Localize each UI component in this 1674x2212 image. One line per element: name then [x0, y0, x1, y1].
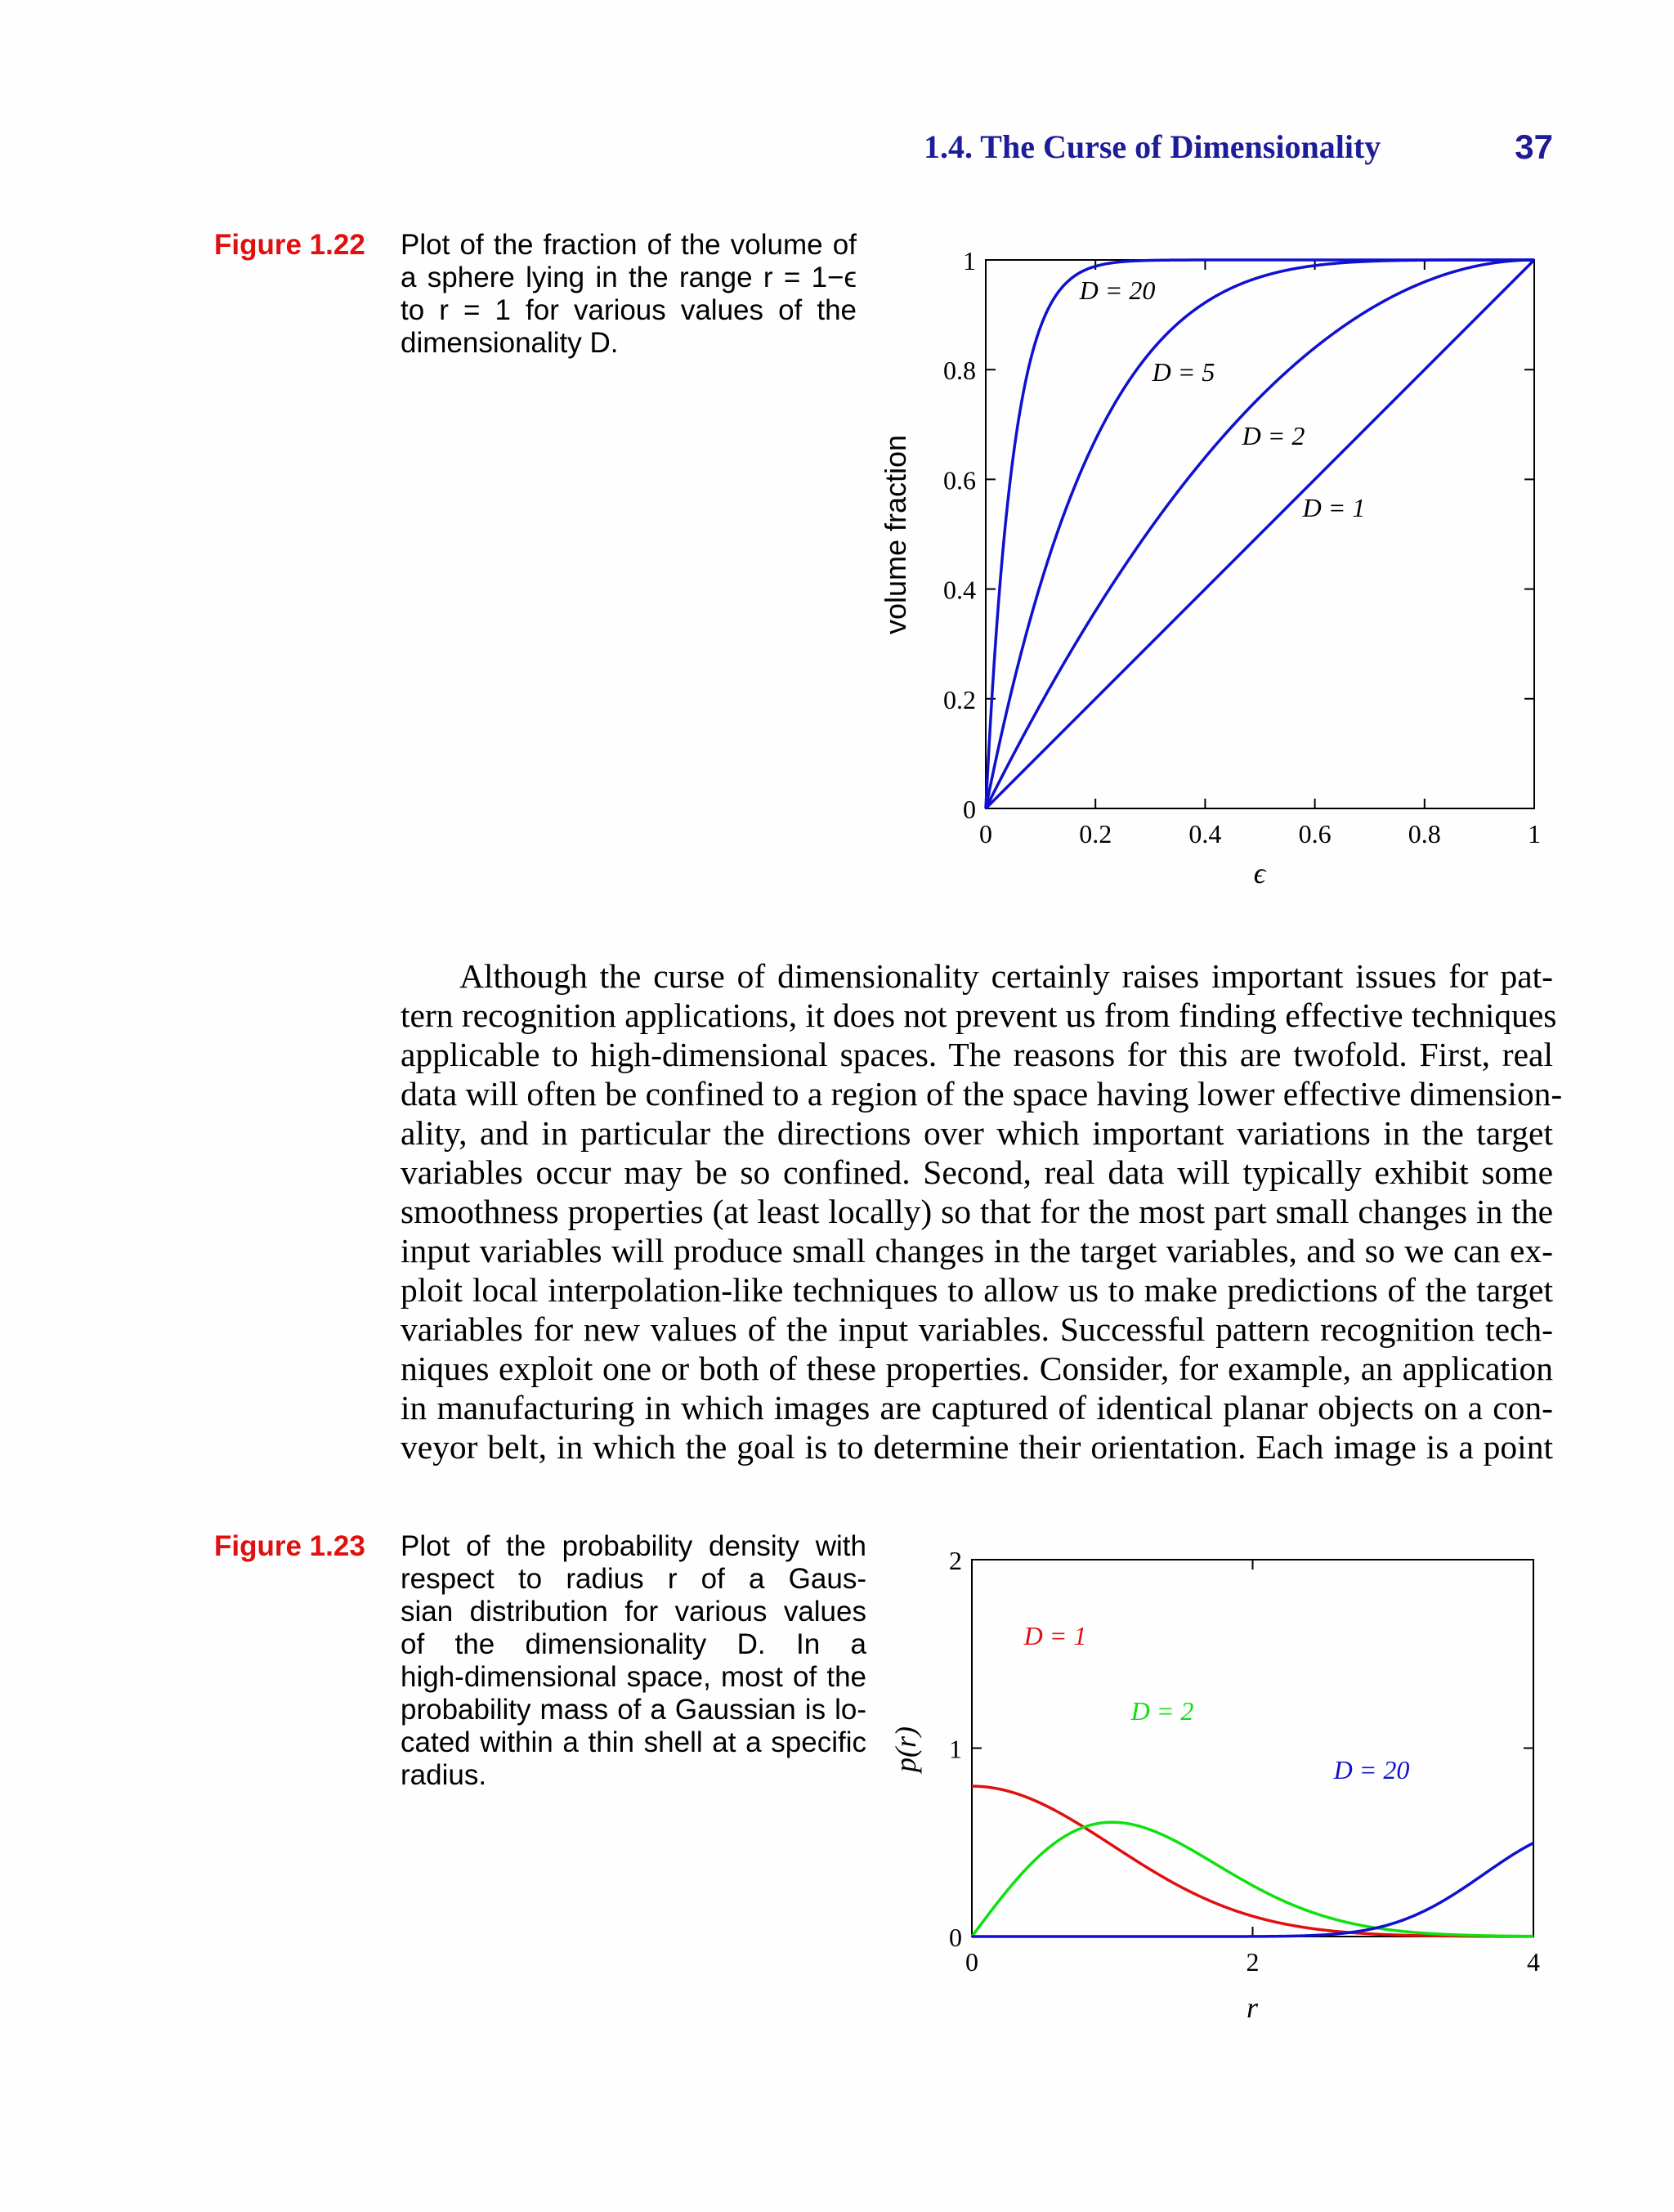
- caption-line: a sphere lying in the range r = 1−ϵ: [401, 262, 857, 293]
- caption-line: dimensionality D.: [401, 327, 619, 359]
- body-line: applicable to high-dimensional spaces. The reasons for this are twofold. First, real: [401, 1036, 1553, 1073]
- body-line: in manufacturing in which images are captured of identical planar objects on a con-: [401, 1389, 1553, 1426]
- x-tick-label: 0: [979, 819, 992, 849]
- y-tick-label: 0.8: [943, 356, 976, 386]
- x-tick-label: 2: [1246, 1947, 1260, 1977]
- series-label: D = 1: [1302, 493, 1366, 522]
- body-line: data will often be confined to a region of the space having lower effective dimension-: [401, 1075, 1563, 1113]
- x-tick-label: 0.2: [1079, 819, 1112, 849]
- x-tick-label: 1: [1528, 819, 1541, 849]
- y-tick-label: 0.6: [943, 465, 976, 495]
- y-tick-label: 1: [949, 1734, 962, 1764]
- y-axis-label: volume fraction: [879, 434, 912, 635]
- y-tick-label: 0: [963, 795, 976, 824]
- series-line: [972, 1843, 1533, 1937]
- x-axis-label: r: [1246, 1991, 1259, 2024]
- x-axis-label: ϵ: [1253, 857, 1266, 889]
- page-number: 37: [1515, 128, 1553, 166]
- x-tick-label: 0.8: [1408, 819, 1441, 849]
- series-label: D = 20: [1333, 1755, 1410, 1784]
- caption-line: probability mass of a Gaussian is lo-: [401, 1694, 866, 1726]
- figure-1-22-caption: [401, 229, 857, 360]
- plot-frame: [972, 1560, 1533, 1937]
- body-line: ploit local interpolation-like techniques to allow us to make predictions of the target: [401, 1271, 1553, 1309]
- series-label: D = 2: [1130, 1696, 1194, 1726]
- y-tick-label: 1: [963, 246, 976, 275]
- series-label: D = 2: [1242, 421, 1305, 450]
- series-line: [986, 260, 1534, 808]
- series-line: [972, 1786, 1533, 1937]
- figure-1-23-caption: [401, 1530, 866, 1792]
- body-line: smoothness properties (at least locally) so that for the most part small changes in the: [401, 1193, 1553, 1230]
- section-header-title: 1.4. The Curse of Dimensionality: [924, 128, 1381, 165]
- y-tick-label: 0: [949, 1923, 962, 1952]
- series-label: D = 20: [1079, 275, 1156, 305]
- plot-frame: [986, 260, 1534, 808]
- series-line: [986, 260, 1534, 808]
- body-line: variables for new values of the input variables. Successful pattern recognition tech-: [401, 1310, 1553, 1348]
- x-tick-label: 0.4: [1188, 819, 1222, 849]
- x-tick-label: 0: [965, 1947, 978, 1977]
- series-label: D = 5: [1152, 357, 1215, 387]
- body-line: niques exploit one or both of these properties. Consider, for example, an application: [401, 1350, 1553, 1387]
- caption-line: of the dimensionality D. In a: [401, 1628, 866, 1660]
- caption-line: sian distribution for various values: [401, 1596, 866, 1628]
- y-axis-label: p(r): [889, 1726, 922, 1772]
- body-paragraph: [401, 956, 1563, 1466]
- caption-line: to r = 1 for various values of the: [401, 294, 857, 326]
- figure-1-22-label: Figure 1.22: [214, 229, 365, 261]
- figure-1-23-label: Figure 1.23: [214, 1530, 365, 1562]
- caption-line: high-dimensional space, most of the: [401, 1661, 866, 1693]
- body-line: Although the curse of dimensionality certainly raises important issues for pat-: [459, 957, 1553, 995]
- series-label: D = 1: [1023, 1621, 1087, 1650]
- body-line: variables occur may be so confined. Second, real data will typically exhibit some: [401, 1153, 1553, 1191]
- y-tick-label: 0.2: [943, 684, 976, 714]
- caption-line: radius.: [401, 1759, 487, 1791]
- series-line: [986, 260, 1534, 808]
- body-line: veyor belt, in which the goal is to determine their orientation. Each image is a point: [401, 1428, 1553, 1466]
- body-line: input variables will produce small changes in the target variables, and so we can ex-: [401, 1232, 1553, 1269]
- caption-line: respect to radius r of a Gaus-: [401, 1563, 866, 1595]
- y-tick-label: 0.4: [943, 575, 976, 605]
- caption-line: Plot of the probability density with: [401, 1530, 866, 1562]
- x-tick-label: 0.6: [1298, 819, 1332, 849]
- caption-line: Plot of the fraction of the volume of: [401, 229, 857, 261]
- series-line: [972, 1822, 1533, 1937]
- body-line: tern recognition applications, it does not prevent us from finding effective techniques: [401, 996, 1557, 1034]
- series-line: [986, 260, 1534, 808]
- caption-line: cated within a thin shell at a specific: [401, 1726, 866, 1758]
- y-tick-label: 2: [949, 1546, 962, 1575]
- x-tick-label: 4: [1527, 1947, 1540, 1977]
- body-line: ality, and in particular the directions over which important variations in the target: [401, 1114, 1553, 1152]
